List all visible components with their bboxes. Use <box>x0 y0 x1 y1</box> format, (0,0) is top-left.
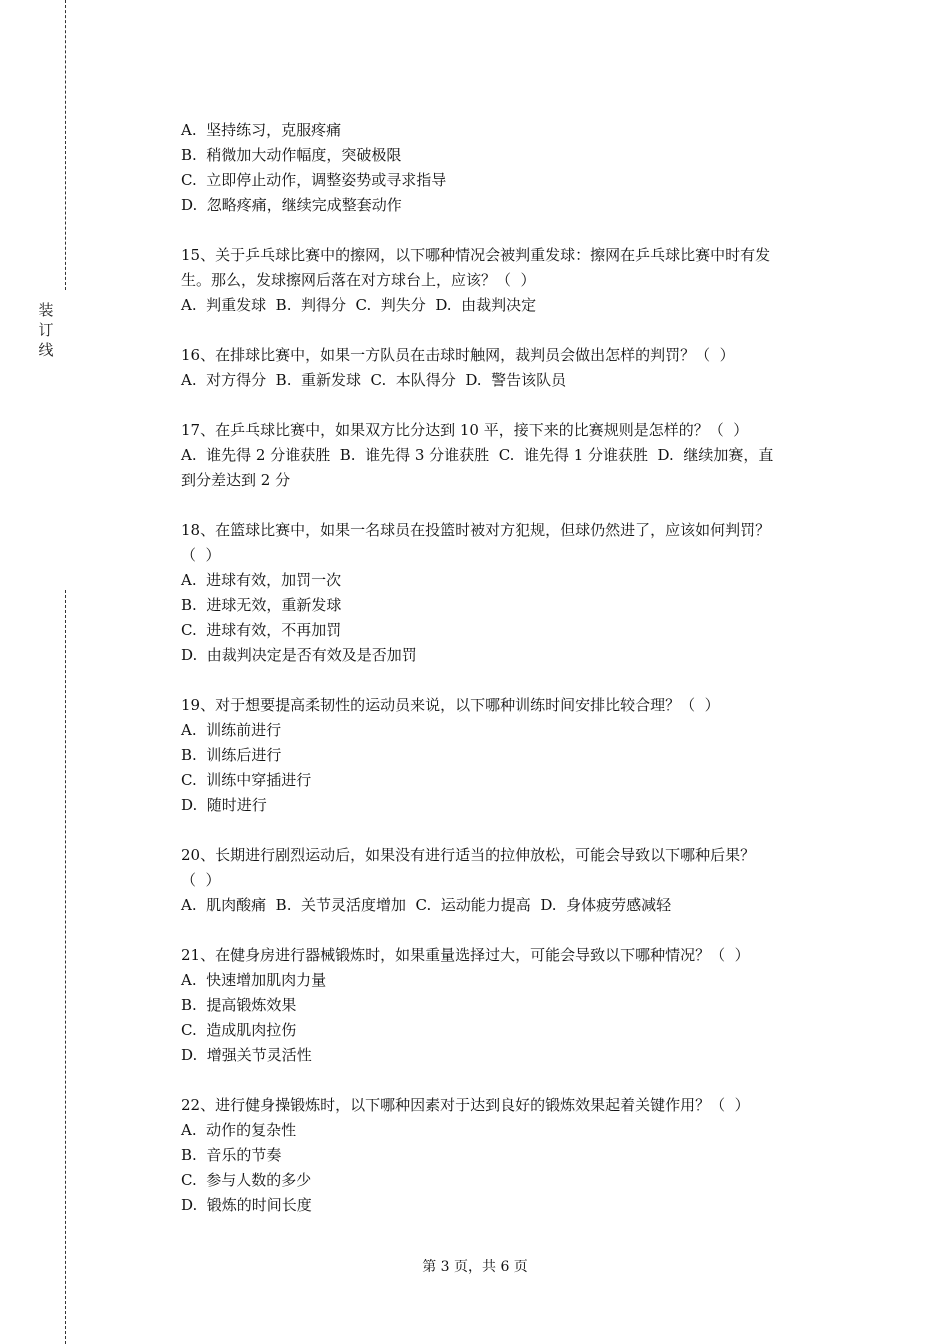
question-block <box>181 518 841 668</box>
question-line: D. 增强关节灵活性 <box>181 1046 312 1064</box>
question-line: B. 音乐的节奏 <box>181 1146 282 1164</box>
binding-label-char: 装 <box>38 301 54 319</box>
question-line: 16、在排球比赛中，如果一方队员在击球时触网，裁判员会做出怎样的判罚？（ ） <box>181 346 735 364</box>
question-line: （ ） <box>181 871 221 889</box>
block-gap <box>181 918 841 943</box>
question-block <box>181 343 841 393</box>
binding-line-bottom <box>65 590 66 1344</box>
question-line: 生。那么，发球擦网后落在对方球台上，应该？（ ） <box>181 271 536 289</box>
question-block <box>181 243 841 318</box>
question-line: C. 参与人数的多少 <box>181 1171 312 1189</box>
binding-label <box>36 300 56 360</box>
question-line: 20、长期进行剧烈运动后，如果没有进行适当的拉伸放松，可能会导致以下哪种后果？ <box>181 846 756 864</box>
question-line: 到分差达到 2 分 <box>181 471 291 489</box>
question-line: 17、在乒乓球比赛中，如果双方比分达到 10 平，接下来的比赛规则是怎样的？（ ） <box>181 421 749 439</box>
question-block <box>181 693 841 818</box>
question-line: C. 训练中穿插进行 <box>181 771 312 789</box>
block-gap <box>181 493 841 518</box>
question-line: A. 训练前进行 <box>181 721 282 739</box>
question-14-options <box>181 118 841 218</box>
question-line: A. 动作的复杂性 <box>181 1121 297 1139</box>
block-gap <box>181 218 841 243</box>
block-gap <box>181 318 841 343</box>
question-block <box>181 943 841 1068</box>
block-gap <box>181 818 841 843</box>
question-line: A. 肌肉酸痛 B. 关节灵活度增加 C. 运动能力提高 D. 身体疲劳感减轻 <box>181 896 672 914</box>
question-line: D. 由裁判决定是否有效及是否加罚 <box>181 646 417 664</box>
question-block <box>181 418 841 493</box>
question-line: A. 进球有效，加罚一次 <box>181 571 342 589</box>
binding-line-top <box>65 0 66 290</box>
question-line: D. 锻炼的时间长度 <box>181 1196 312 1214</box>
binding-label-char: 订 <box>38 321 54 339</box>
question-line: A. 对方得分 B. 重新发球 C. 本队得分 D. 警告该队员 <box>181 371 567 389</box>
question-block <box>181 1093 841 1218</box>
question-line: B. 稍微加大动作幅度，突破极限 <box>181 146 402 164</box>
question-line: A. 坚持练习，克服疼痛 <box>181 121 342 139</box>
question-line: 21、在健身房进行器械锻炼时，如果重量选择过大，可能会导致以下哪种情况？（ ） <box>181 946 750 964</box>
question-line: （ ） <box>181 546 221 564</box>
page-number: 第 3 页，共 6 页 <box>422 1259 528 1275</box>
question-line: D. 随时进行 <box>181 796 267 814</box>
question-content <box>181 118 841 1218</box>
question-line: B. 训练后进行 <box>181 746 282 764</box>
question-block <box>181 843 841 918</box>
question-line: A. 谁先得 2 分谁获胜 B. 谁先得 3 分谁获胜 C. 谁先得 1 分谁获胜 D. 继续加赛，直 <box>181 446 774 464</box>
question-line: C. 进球有效，不再加罚 <box>181 621 342 639</box>
question-line: D. 忽略疼痛，继续完成整套动作 <box>181 196 402 214</box>
question-line: B. 提高锻炼效果 <box>181 996 297 1014</box>
question-line: 15、关于乒乓球比赛中的擦网，以下哪种情况会被判重发球：擦网在乒乓球比赛中时有发 <box>181 246 771 264</box>
block-gap <box>181 668 841 693</box>
binding-label-char: 线 <box>38 341 54 359</box>
question-line: A. 判重发球 B. 判得分 C. 判失分 D. 由裁判决定 <box>181 296 537 314</box>
block-gap <box>181 1068 841 1093</box>
question-line: 22、进行健身操锻炼时，以下哪种因素对于达到良好的锻炼效果起着关键作用？（ ） <box>181 1096 750 1114</box>
question-line: C. 立即停止动作，调整姿势或寻求指导 <box>181 171 447 189</box>
question-line: 19、对于想要提高柔韧性的运动员来说，以下哪种训练时间安排比较合理？（ ） <box>181 696 720 714</box>
question-line: 18、在篮球比赛中，如果一名球员在投篮时被对方犯规，但球仍然进了，应该如何判罚？ <box>181 521 771 539</box>
question-line: B. 进球无效，重新发球 <box>181 596 342 614</box>
question-line: A. 快速增加肌肉力量 <box>181 971 327 989</box>
block-gap <box>181 393 841 418</box>
question-line: C. 造成肌肉拉伤 <box>181 1021 297 1039</box>
